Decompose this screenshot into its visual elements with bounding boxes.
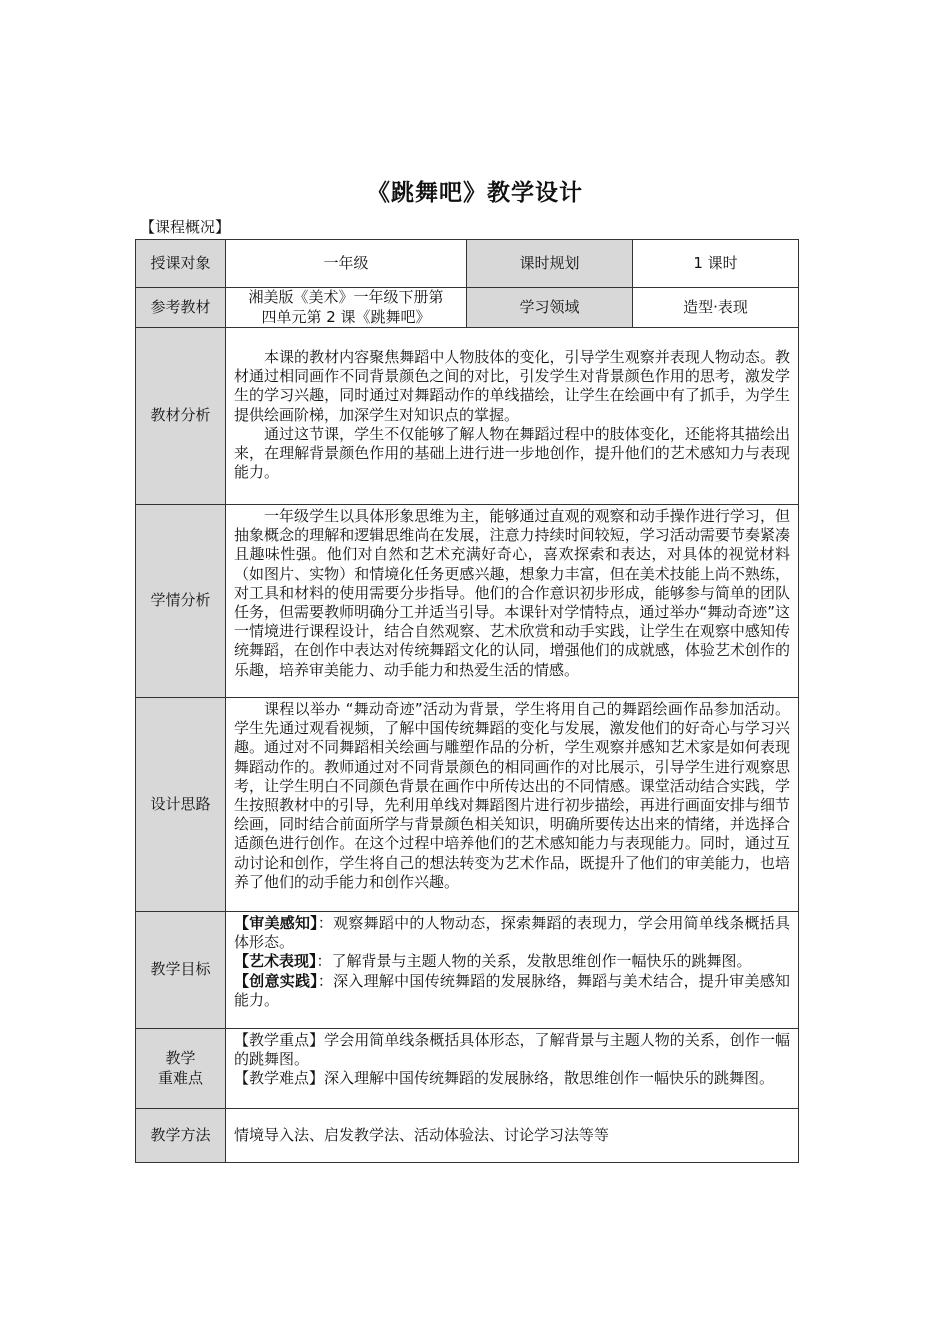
student-analysis-para-1: 一年级学生以具体形象思维为主，能够通过直观的观察和动手操作进行学习，但抽象概念的理解和逻辑思维尚在发展，注意力持续时间较短，学习活动需要节奏紧凑且趣味性强。他们对自然和艺术充满好奇心，喜欢探索和表达，对具体的视觉材料（如图片、实物）和情境化任务更感兴趣，想象力丰富，但在美术技能上尚不熟练，对工具和材料的使用需要分步指导。他们的合作意识初步形成，能够参与简单的团队任务，但需要教师明确分工并适当引导。本课针对学情特点，通过举办“舞动奇迹”这一情境进行课程设计，结合自然观察、艺术欣赏和动手实践，让学生在观察中感知传统舞蹈，在创作中表达对传统舞蹈文化的认同，增强他们的成就感，体验艺术创作的乐趣，培养审美能力、动手能力和热爱生活的情感。: [234, 507, 790, 679]
label-teaching-methods: 教学方法: [136, 1109, 226, 1163]
key-point-focus: 【教学重点】学会用简单线条概括具体形态，了解背景与主题人物的关系，创作一幅的跳舞图。: [234, 1031, 790, 1069]
textbook-line-2: 四单元第 2 课《跳舞吧》: [261, 307, 431, 326]
table-row: [136, 328, 799, 505]
goal-aesthetic: [234, 914, 790, 952]
goal-creative-practice-tag: 【创意实践】: [234, 971, 318, 990]
textbook-analysis-para-2: 通过这节课，学生不仅能够了解人物在舞蹈过程中的肢体变化，还能将其描绘出来，在理解背景颜色作用的基础上进行进一步地创作，提升他们的艺术感知力与表现能力。: [234, 424, 790, 482]
course-overview-table: [135, 239, 799, 1163]
goal-artistic-expression-sep: ：: [316, 952, 332, 971]
teaching-goals-content: [226, 912, 799, 1029]
label-teaching-goals: 教学目标: [136, 912, 226, 1029]
teaching-methods-content: 情境导入法、启发教学法、活动体验法、讨论学习法等等: [226, 1109, 799, 1163]
table-row: [136, 505, 799, 698]
goal-creative-practice-sep: ：: [317, 971, 334, 990]
page-title: 《跳舞吧》教学设计: [367, 180, 583, 206]
goal-aesthetic-text: 观察舞蹈中的人物动态，探索舞蹈的表现力，学会用简单线条概括具体形态。: [234, 914, 790, 952]
student-analysis-content: [226, 505, 799, 698]
goal-creative-practice-text: 深入理解中国传统舞蹈的发展脉络，舞蹈与美术结合，提升审美感知能力。: [234, 971, 790, 1009]
label-class-hours: 课时规划: [467, 240, 633, 288]
goal-artistic-expression: [234, 952, 790, 971]
goal-artistic-expression-tag: 【艺术表现】: [234, 952, 317, 971]
section-label: 【课程概况】: [140, 218, 231, 236]
key-points-content: [226, 1029, 799, 1109]
design-idea-para-1: 课程以举办 “舞动奇迹”活动为背景，学生将用自己的舞蹈绘画作品参加活动。学生先通过观看视频，了解中国传统舞蹈的变化与发展，激发他们的好奇心与学习兴趣。通过对不同舞蹈相关绘画与雕塑作品的分析，学生观察并感知艺术家是如何表现舞蹈动作的。教师通过对不同背景颜色的相同画作的对比展示，引导学生进行观察思考，让学生明白不同颜色背景在画作中所传达出的不同情感。课堂活动结合实践，学生按照教材中的引导，先利用单线对舞蹈图片进行初步描绘，再进行画面安排与细节绘画，同时结合前面所学与背景颜色相关知识，明确所要传达出来的情绪，并选择合适颜色进行创作。在这个过程中培养他们的艺术感知能力与表现能力。同时，通过互动讨论和创作，学生将自己的想法转变为艺术作品，既提升了他们的审美能力，也培养了他们的动手能力和创作兴趣。: [234, 700, 790, 891]
label-key-points: [136, 1029, 226, 1109]
table-row: [136, 240, 799, 288]
value-target-students: 一年级: [226, 240, 467, 288]
key-point-difficulty: 【教学难点】深入理解中国传统舞蹈的发展脉络，散思维创作一幅快乐的跳舞图。: [234, 1069, 775, 1088]
goal-artistic-expression-text: 了解背景与主题人物的关系，发散思维创作一幅快乐的跳舞图。: [331, 952, 752, 971]
value-learning-domain: 造型·表现: [633, 288, 799, 328]
label-textbook-analysis: 教材分析: [136, 328, 226, 505]
goal-aesthetic-tag: 【审美感知】: [234, 914, 318, 932]
label-textbook: 参考教材: [136, 288, 226, 328]
table-row: [136, 1029, 799, 1109]
design-idea-content: [226, 698, 799, 912]
value-textbook: [226, 288, 467, 328]
label-design-idea: 设计思路: [136, 698, 226, 912]
value-class-hours: 1 课时: [633, 240, 799, 288]
textbook-analysis-para-1: 本课的教材内容聚焦舞蹈中人物肢体的变化，引导学生观察并表现人物动态。教材通过相同画作不同背景颜色之间的对比，引发学生对背景颜色作用的思考，激发学生的学习兴趣，同时通过对舞蹈动作的单线描绘，让学生在绘画中有了抓手，为学生提供绘画阶梯，加深学生对知识点的掌握。: [234, 348, 790, 424]
table-row: [136, 1109, 799, 1163]
goal-aesthetic-sep: ：: [317, 914, 334, 932]
textbook-line-1: 湘美版《美术》一年级下册第: [248, 288, 444, 307]
table-row: [136, 912, 799, 1029]
textbook-analysis-content: [226, 328, 799, 505]
label-target-students: 授课对象: [136, 240, 226, 288]
goal-creative-practice: [234, 972, 790, 1010]
key-points-label-line-1: 教学: [165, 1049, 196, 1068]
table-row: [136, 288, 799, 328]
key-points-label-line-2: 重难点: [157, 1068, 203, 1087]
table-row: [136, 698, 799, 912]
label-student-analysis: 学情分析: [136, 505, 226, 698]
label-learning-domain: 学习领域: [467, 288, 633, 328]
